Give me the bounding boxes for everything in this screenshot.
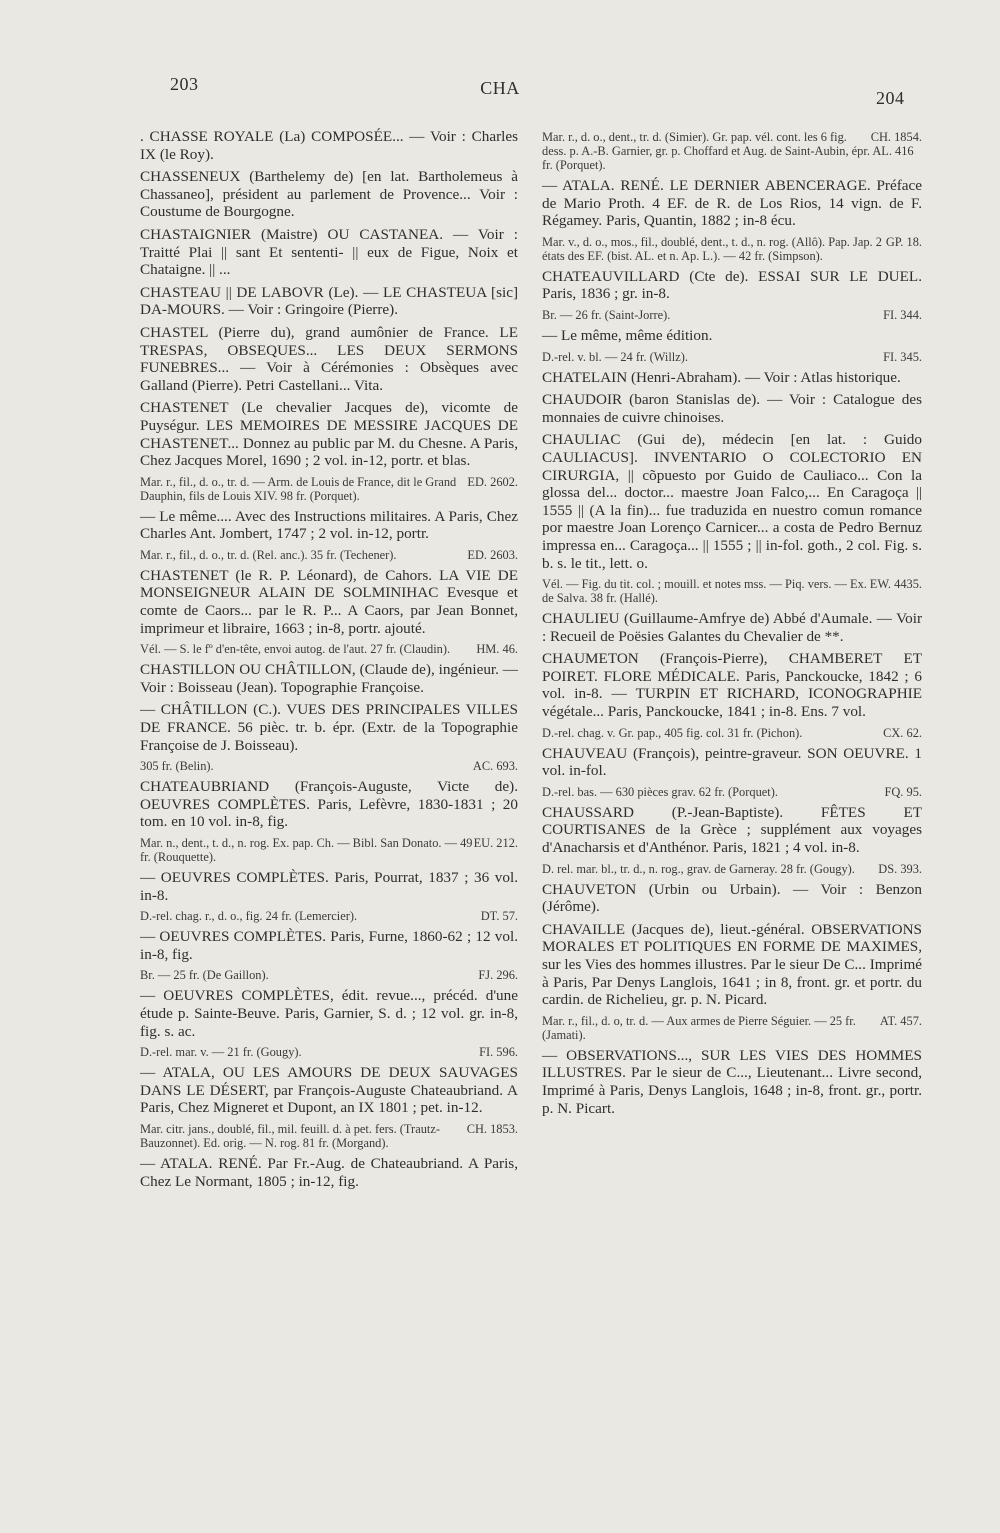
binding-note-text: Mar. r., fil., d. o., tr. d. (Rel. anc.). 35 fr. (Techener). [140, 547, 397, 562]
sale-reference: ED. 2603. [467, 547, 518, 562]
sale-reference: FQ. 95. [884, 784, 922, 799]
catalog-entry: CHAULIEU (Guillaume-Amfrye de) Abbé d'Aumale. — Voir : Recueil de Poësies Galantes du Chevalier de **. [542, 610, 922, 645]
catalog-entry: — OEUVRES COMPLÈTES. Paris, Furne, 1860-62 ; 12 vol. in-8, fig. [140, 928, 518, 963]
binding-note-text: Mar. r., fil., d. o., tr. d. — Arm. de Louis de France, dit le Grand Dauphin, fils de Louis XIV. 98 fr. (Porquet). [140, 474, 457, 503]
sale-reference: EU. 212. [473, 836, 518, 850]
binding-note [140, 909, 518, 923]
binding-note [542, 350, 922, 364]
sale-reference: GP. 18. [885, 234, 922, 249]
binding-note [542, 577, 922, 605]
catalog-entry: CHASTEL (Pierre du), grand aumônier de France. LE TRESPAS, OBSEQUES... LES DEUX SERMONS FUNEBRES... — Voir à Cérémonies : Obsèques avec Galland (Pierre). Petri Castellani... Vita. [140, 323, 518, 394]
binding-note [140, 836, 518, 864]
sale-reference: ED. 2602. [467, 474, 518, 489]
binding-note-text: Mar. v., d. o., mos., fil., doublé, dent., t. d., n. rog. (Allô). Pap. Jap. 2 états des EF. (bist. AL. et n. Ap. L.). — 42 fr. (Simpson). [542, 234, 882, 263]
catalog-entry: CHATEAUVILLARD (Cte de). ESSAI SUR LE DUEL. Paris, 1836 ; gr. in-8. [542, 267, 922, 303]
sale-reference: CX. 62. [883, 725, 922, 740]
catalog-entry: — Le même, même édition. [542, 326, 713, 344]
page-number-left: 203 [170, 74, 199, 94]
binding-note-text: D.-rel. mar. v. — 21 fr. (Gougy). [140, 1045, 302, 1060]
catalog-entry: CHAUDOIR (baron Stanislas de). — Voir : Catalogue des monnaies de cuivre chinoises. [542, 391, 922, 426]
binding-note [542, 1014, 922, 1042]
sale-reference: EW. 4435. [869, 577, 922, 592]
binding-note-text: Mar. r., d. o., dent., tr. d. (Simier). Gr. pap. vél. cont. les 6 fig. dess. p. A.-B. Garnier, gr. p. Choffard et Aug. de Saint-Aubin, épr. AL. 416 fr. (Porquet). [542, 130, 914, 172]
catalog-entry: CHASTEAU || DE LABOVR (Le). — LE CHASTEUA [sic] DA-MOURS. — Voir : Gringoire (Pierre). [140, 283, 518, 319]
sale-reference: AT. 457. [879, 1013, 922, 1028]
sale-reference: FI. 345. [883, 349, 922, 364]
binding-note-text: Mar. r., fil., d. o, tr. d. — Aux armes de Pierre Séguier. — 25 fr. (Jamati). [542, 1013, 856, 1042]
binding-note-text: D.-rel. bas. — 630 pièces grav. 62 fr. (Porquet). [542, 784, 778, 799]
catalog-entry: CHAUVETON (Urbin ou Urbain). — Voir : Benzon (Jérôme). [542, 880, 922, 916]
binding-note [542, 308, 922, 322]
sale-reference: AC. 693. [472, 759, 518, 774]
binding-note [140, 759, 518, 773]
binding-note [140, 1045, 518, 1059]
binding-note-text: Br. — 25 fr. (De Gaillon). [140, 968, 269, 983]
binding-note-text: D.-rel. chag. v. Gr. pap., 405 fig. col. 31 fr. (Pichon). [542, 725, 803, 740]
catalog-entry: CHASSENEUX (Barthelemy de) [en lat. Bartholemeus à Chassaneo], président au parlement de Provence... Voir : Coustume de Bourgogne. [140, 168, 518, 221]
catalog-entry: CHASTILLON OU CHÂTILLON, (Claude de), ingénieur. — Voir : Boisseau (Jean). Topographie Françoise. [140, 661, 518, 696]
catalog-entry: — Le même.... Avec des Instructions militaires. A Paris, Chez Charles Ant. Jombert, 1747 ; 2 vol. in-12, portr. [140, 507, 518, 543]
catalog-entry: CHAUMETON (François-Pierre), CHAMBERET ET POIRET. FLORE MÉDICALE. Paris, Panckoucke, 1842 ; 6 vol. in-8. — TURPIN ET RICHARD, ICONOGRAPHIE végétale... Paris, Panckoucke, 1841 ; in-8. Ens. 7 vol. [542, 650, 922, 721]
sale-reference: DS. 393. [878, 861, 922, 876]
binding-note-text: Br. — 26 fr. (Saint-Jorre). [542, 307, 671, 322]
catalog-entry: CHASTAIGNIER (Maistre) OU CASTANEA. — Voir : Traitté Plai || sant Et sententi- || eux de Figue, Noix et Chataigne. || ... [140, 225, 518, 279]
binding-note [542, 726, 922, 740]
sale-reference: CH. 1853. [466, 1121, 518, 1136]
catalog-entry: — OEUVRES COMPLÈTES. Paris, Pourrat, 1837 ; 36 vol. in-8. [140, 869, 518, 904]
binding-note-text: Mar. citr. jans., doublé, fil., mil. feuill. d. à pet. fers. (Trautz-Bauzonnet). Ed. orig. — N. rog. 81 fr. (Morgand). [140, 1121, 440, 1150]
binding-note-text: Vél. — S. le fº d'en-tête, envoi autog. de l'aut. 27 fr. (Claudin). [140, 642, 451, 657]
binding-note-text: 305 fr. (Belin). [140, 759, 214, 774]
binding-note [542, 785, 922, 799]
sale-reference: FI. 596. [479, 1045, 518, 1060]
catalog-entry: CHASTENET (Le chevalier Jacques de), vicomte de Puységur. LES MEMOIRES DE MESSIRE JACQUES DE CHASTENET... Donnez au public par M. du Chesne. A Paris, Chez Jacques Morel, 1690 ; 2 vol. in-12, portr. et blas. [140, 399, 518, 470]
catalog-entry: CHASTENET (le R. P. Léonard), de Cahors. LA VIE DE MONSEIGNEUR ALAIN DE SOLMINIHAC Evesque et comte de Caors... par le R. P... A Caors, par Jean Bonnet, imprimeur et libraire, 1663 ; in-8, portr. ajouté. [140, 566, 518, 637]
catalog-entry: — ATALA, OU LES AMOURS DE DEUX SAUVAGES DANS LE DÉSERT, par François-Auguste Chateaubriand. A Paris, Chez Migneret et Dupont, an IX 1801 ; pet. in-12. [140, 1064, 518, 1117]
binding-note [140, 642, 518, 656]
left-column [140, 128, 518, 1195]
catalog-entry: — CHÂTILLON (C.). VUES DES PRINCIPALES VILLES DE FRANCE. 56 pièc. tr. b. épr. (Extr. de la Topographie Françoise de J. Boisseau). [140, 701, 518, 754]
right-column [542, 130, 922, 1122]
sale-reference: HM. 46. [476, 642, 518, 657]
catalog-entry: CHAULIAC (Gui de), médecin [en lat. : Guido CAULIACUS]. INVENTARIO O COLECTORIO EN CIRURGIA, || cõpuesto por Guido de Cauliaco... Con la glossa del... doctor... maestre Joan Falco,... En Caragoça || 1555 || (A la fin)... fue traduzida en nuestro comun romance por maestre Joan Lorenço Carnicer... a costa de Pedro Bernuz impressa en... Caragoça... || 1555 ; || in-fol. goth., 2 col. Fig. s. b. s. le tit., lett. o. [542, 431, 922, 572]
binding-note [542, 130, 922, 172]
sale-reference: CH. 1854. [870, 130, 922, 144]
binding-note [140, 475, 518, 503]
running-head: CHA [480, 78, 520, 98]
catalog-entry: CHATELAIN (Henri-Abraham). — Voir : Atlas historique. [542, 368, 901, 386]
catalog-entry: — OBSERVATIONS..., SUR LES VIES DES HOMMES ILLUSTRES. Par le sieur de C..., Lieutenant... Livre second, Imprimé à Paris, Denys Langlois, 1648 ; in-8, front. gr., portr. p. N. Picart. [542, 1046, 922, 1117]
binding-note [542, 235, 922, 263]
sale-reference: FI. 344. [883, 307, 922, 322]
catalog-entry: CHAUSSARD (P.-Jean-Baptiste). FÊTES ET COURTISANES de la Grèce ; supplément aux voyages d'Anacharsis et d'Anthénor. Paris, 1821 ; 4 vol. in-8. [542, 803, 922, 857]
sale-reference: DT. 57. [480, 909, 518, 924]
catalog-entry: — ATALA. RENÉ. Par Fr.-Aug. de Chateaubriand. A Paris, Chez Le Normant, 1805 ; in-12, fig. [140, 1154, 518, 1190]
binding-note-text: Vél. — Fig. du tit. col. ; mouill. et notes mss. — Piq. vers. — Ex. de Salva. 38 fr. (Hallé). [542, 577, 867, 606]
catalog-entry: CHAUVEAU (François), peintre-graveur. SON OEUVRE. 1 vol. in-fol. [542, 744, 922, 780]
sale-reference: FJ. 296. [478, 968, 518, 983]
binding-note [140, 548, 518, 562]
binding-note [140, 1122, 518, 1150]
binding-note-text: D.-rel. chag. r., d. o., fig. 24 fr. (Lemercier). [140, 909, 358, 924]
catalog-entry: — ATALA. RENÉ. LE DERNIER ABENCERAGE. Préface de Mario Proth. 4 EF. de R. de Los Rios, 14 vign. de F. Régamey. Paris, Quantin, 1882 ; in-8 écu. [542, 177, 922, 230]
page-number-right: 204 [876, 88, 905, 108]
binding-note-text: Mar. n., dent., t. d., n. rog. Ex. pap. Ch. — Bibl. San Donato. — 49 fr. (Rouquette). [140, 836, 473, 864]
catalog-entry: CHATEAUBRIAND (François-Auguste, Victe de). OEUVRES COMPLÈTES. Paris, Lefèvre, 1830-1831 ; 20 tom. en 10 vol. in-8, fig. [140, 778, 518, 831]
catalog-entry: — OEUVRES COMPLÈTES, édit. revue..., précéd. d'une étude p. Sainte-Beuve. Paris, Garnier, S. d. ; 12 vol. gr. in-8, fig. s. ac. [140, 987, 518, 1040]
catalog-entry: . CHASSE ROYALE (La) COMPOSÉE... — Voir : Charles IX (le Roy). [140, 128, 518, 163]
binding-note-text: D.-rel. v. bl. — 24 fr. (Willz). [542, 349, 688, 364]
binding-note-text: D. rel. mar. bl., tr. d., n. rog., grav. de Garneray. 28 fr. (Gougy). [542, 861, 855, 876]
catalog-entry: CHAVAILLE (Jacques de), lieut.-général. OBSERVATIONS MORALES ET POLITIQUES EN FORME DE MAXIMES, sur les Vies des hommes illustres. Par le sieur De C... Imprimé à Paris, Par Denys Langlois, 1641 ; in 8, front. gr. et portr. du cardin. de Richelieu, gr. p. N. Picard. [542, 920, 922, 1009]
binding-note [542, 862, 922, 876]
binding-note [140, 968, 518, 982]
